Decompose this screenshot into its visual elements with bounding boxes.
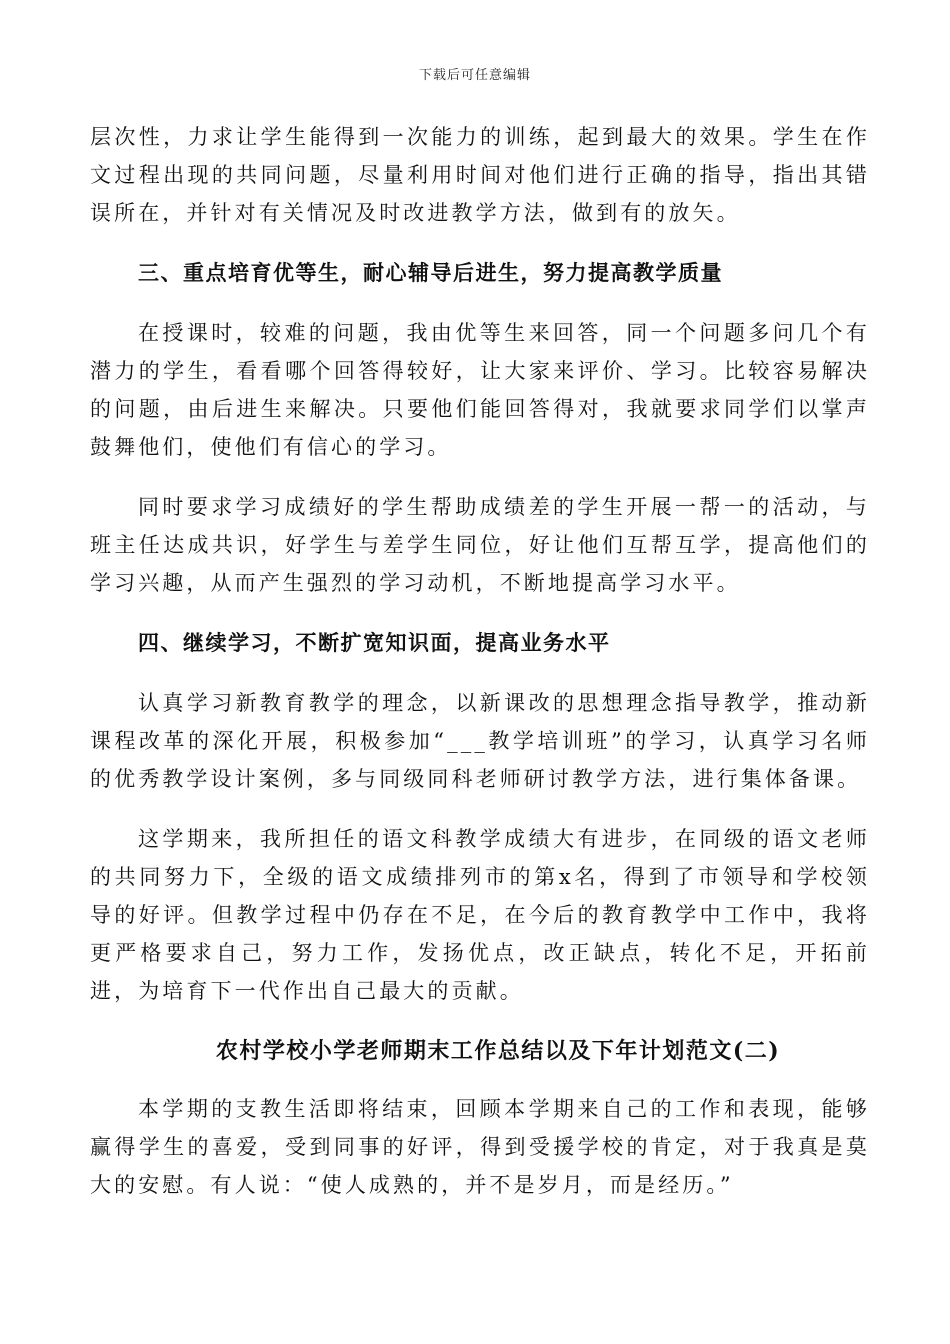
paragraph-intro-2: 本学期的支教生活即将结束，回顾本学期来自己的工作和表现，能够赢得学生的喜爱，受到同事的好评，得到受援学校的肯定，对于我真是莫大的安慰。有人说：“使人成熟的，并不是岁月，而是经历。” [90, 1097, 870, 1197]
paragraph-study: 认真学习新教育教学的理念，以新课改的思想理念指导教学，推动新课程改革的深化开展，积极参加“___教学培训班”的学习，认真学习名师的优秀教学设计案例，多与同级同科老师研讨教学方法，进行集体备课。 [90, 691, 870, 791]
paragraph-teaching: 在授课时，较难的问题，我由优等生来回答，同一个问题多问几个有潜力的学生，看看哪个回答得较好，让大家来评价、学习。比较容易解决的问题，由后进生来解决。只要他们能回答得对，我就要求同学们以掌声鼓舞他们，使他们有信心的学习。 [90, 321, 870, 459]
document-title-2: 农村学校小学老师期末工作总结以及下年计划范文(二) [215, 1038, 781, 1064]
section-heading-4: 四、继续学习，不断扩宽知识面，提高业务水平 [138, 630, 611, 655]
section-heading-3: 三、重点培育优等生，耐心辅导后进生，努力提高教学质量 [138, 260, 723, 285]
document-body [90, 118, 870, 1204]
paragraph-peer-help: 同时要求学习成绩好的学生帮助成绩差的学生开展一帮一的活动，与班主任达成共识，好学生与差学生同位，好让他们互帮互学，提高他们的学习兴趣，从而产生强烈的学习动机，不断地提高学习水平。 [90, 495, 870, 595]
paragraph-results: 这学期来，我所担任的语文科教学成绩大有进步，在同级的语文老师的共同努力下，全级的语文成绩排列市的第x名，得到了市领导和学校领导的好评。但教学过程中仍存在不足，在今后的教育教学中工作中，我将更严格要求自己，努力工作，发扬优点，改正缺点，转化不足，开拓前进，为培育下一代作出自己最大的贡献。 [90, 827, 870, 1003]
paragraph-continuation: 层次性，力求让学生能得到一次能力的训练，起到最大的效果。学生在作文过程出现的共同问题，尽量利用时间对他们进行正确的指导，指出其错误所在，并针对有关情况及时改进教学方法，做到有的放矢。 [90, 125, 870, 225]
header-note: 下载后可任意编辑 [418, 68, 531, 83]
